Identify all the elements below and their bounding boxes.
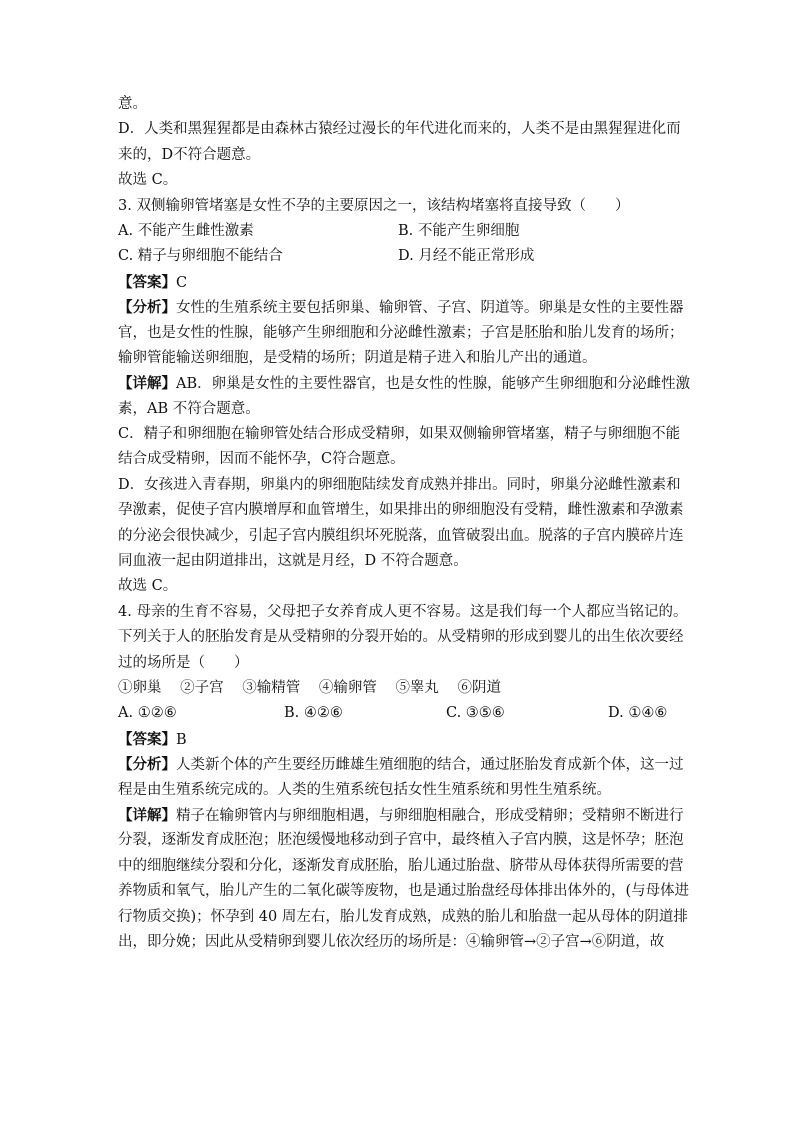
question-3-answer <box>118 270 678 295</box>
text-line: 同血液一起由阴道排出，这就是月经，D 不符合题意。 <box>118 553 468 570</box>
question-3-detail <box>118 371 691 396</box>
option-a: A. ①②⑥ <box>118 705 177 722</box>
text-line: 出，即分娩；因此从受精卵到婴儿依次经历的场所是：④输卵管→②子宫→⑥阴道，故 <box>118 933 665 950</box>
detail-tag: 【详解】 <box>118 806 176 824</box>
text-line: 养物质和氧气，胎儿产生的二氧化碳等废物，也是通过胎盘经母体排出体外的，(与母体进 <box>118 883 690 900</box>
option-c: C. 精子与卵细胞不能结合 <box>118 248 283 265</box>
text-line: 来的，D不符合题意。 <box>118 146 261 163</box>
list-item: ③输精管 <box>242 679 301 696</box>
analysis-tag: 【分析】 <box>118 756 176 774</box>
question-4-detail <box>118 803 684 828</box>
detail-text: 精子在输卵管内与卵细胞相遇，与卵细胞相融合，形成受精卵；受精卵不断进行 <box>176 807 684 824</box>
answer-value: C <box>176 274 188 291</box>
question-3-options-row-1 <box>118 219 678 244</box>
list-item: ⑥阴道 <box>457 679 502 696</box>
text-line: 故选 C。 <box>118 578 178 595</box>
text-line: 过的场所是（ ） <box>118 654 249 671</box>
text-line: 意。 <box>118 96 147 112</box>
option-b: B. 不能产生卵细胞 <box>398 222 520 239</box>
list-item: ①卵巢 <box>118 679 162 696</box>
text-line: C．精子和卵细胞在输卵管处结合形成受精卵，如果双侧输卵管堵塞，精子与卵细胞不能 <box>118 426 681 443</box>
list-item: ④输卵管 <box>318 679 377 696</box>
answer-tag: 【答案】 <box>118 273 176 291</box>
question-3-analysis <box>118 295 684 320</box>
question-3-options-row-2 <box>118 244 678 269</box>
answer-value: B <box>176 731 187 748</box>
option-b: B. ④②⑥ <box>284 705 343 722</box>
list-item: ②子宫 <box>180 679 224 696</box>
option-d: D. 月经不能正常形成 <box>398 248 535 265</box>
list-item: ⑤睾丸 <box>395 679 439 696</box>
document-content <box>118 92 691 955</box>
question-4-stem: 4. 母亲的生育不容易，父母把子女养育成人更不容易。这是我们每一个人都应当铭记的。 <box>118 603 688 620</box>
text-line: 中的细胞继续分裂和分化，逐渐发育成胚胎，胎儿通过胎盘、脐带从母体获得所需要的营 <box>118 857 684 874</box>
question-4-items <box>118 676 678 701</box>
text-line: 分裂，逐渐发育成胚泡；胚泡缓慢地移动到子宫中，最终植入子宫内膜，这是怀孕；胚泡 <box>118 832 684 849</box>
text-line: 输卵管能输送卵细胞，是受精的场所；阴道是精子进入和胎儿产出的通道。 <box>118 349 597 366</box>
text-line: D．人类和黑猩猩都是由森林古猿经过漫长的年代进化而来的，人类不是由黑猩猩进化而 <box>118 121 681 138</box>
text-line: 官，也是女性的性腺，能够产生卵细胞和分泌雌性激素；子宫是胚胎和胎儿发育的场所； <box>118 324 684 341</box>
answer-tag: 【答案】 <box>118 730 176 748</box>
detail-tag: 【详解】 <box>118 375 176 393</box>
text-line: 素，AB 不符合题意。 <box>118 400 260 417</box>
text-line: 行物质交换)；怀孕到 40 周左右，胎儿发育成熟，成熟的胎儿和胎盘一起从母体的阴道排 <box>118 908 688 925</box>
option-c: C. ③⑤⑥ <box>446 705 505 722</box>
text-line: 孕激素，促使子宫内膜增厚和血管增生，如果排出的卵细胞没有受精，雌性激素和孕激素 <box>118 502 684 519</box>
text-line: 的分泌会很快减少，引起子宫内膜组织坏死脱落，血管破裂出血。脱落的子宫内膜碎片连 <box>118 527 684 544</box>
text-line: 故选 C。 <box>118 172 178 189</box>
question-4-answer <box>118 727 678 752</box>
question-3-stem: 3. 双侧输卵管堵塞是女性不孕的主要原因之一，该结构堵塞将直接导致（ ） <box>118 197 630 214</box>
question-4-analysis <box>118 752 684 777</box>
text-line: 下列关于人的胚胎发育是从受精卵的分裂开始的。从受精卵的形成到婴儿的出生依次要经 <box>118 629 684 646</box>
detail-text: AB．卵巢是女性的主要性器官，也是女性的性腺，能够产生卵细胞和分泌雌性激 <box>176 376 691 393</box>
analysis-tag: 【分析】 <box>118 299 176 317</box>
text-line: D．女孩进入青春期，卵巢内的卵细胞陆续发育成熟并排出。同时，卵巢分泌雌性激素和 <box>118 476 681 493</box>
option-d: D. ①④⑥ <box>608 705 668 722</box>
analysis-text: 人类新个体的产生要经历雌雄生殖细胞的结合，通过胚胎发育成新个体，这一过 <box>176 757 684 774</box>
text-line: 程是由生殖系统完成的。人类的生殖系统包括女性生殖系统和男性生殖系统。 <box>118 781 611 798</box>
option-a: A. 不能产生雌性激素 <box>118 222 254 239</box>
text-line: 结合成受精卵，因而不能怀孕，C符合题意。 <box>118 451 405 468</box>
analysis-text: 女性的生殖系统主要包括卵巢、输卵管、子宫、阴道等。卵巢是女性的主要性器 <box>176 300 684 317</box>
question-4-options <box>118 701 678 726</box>
